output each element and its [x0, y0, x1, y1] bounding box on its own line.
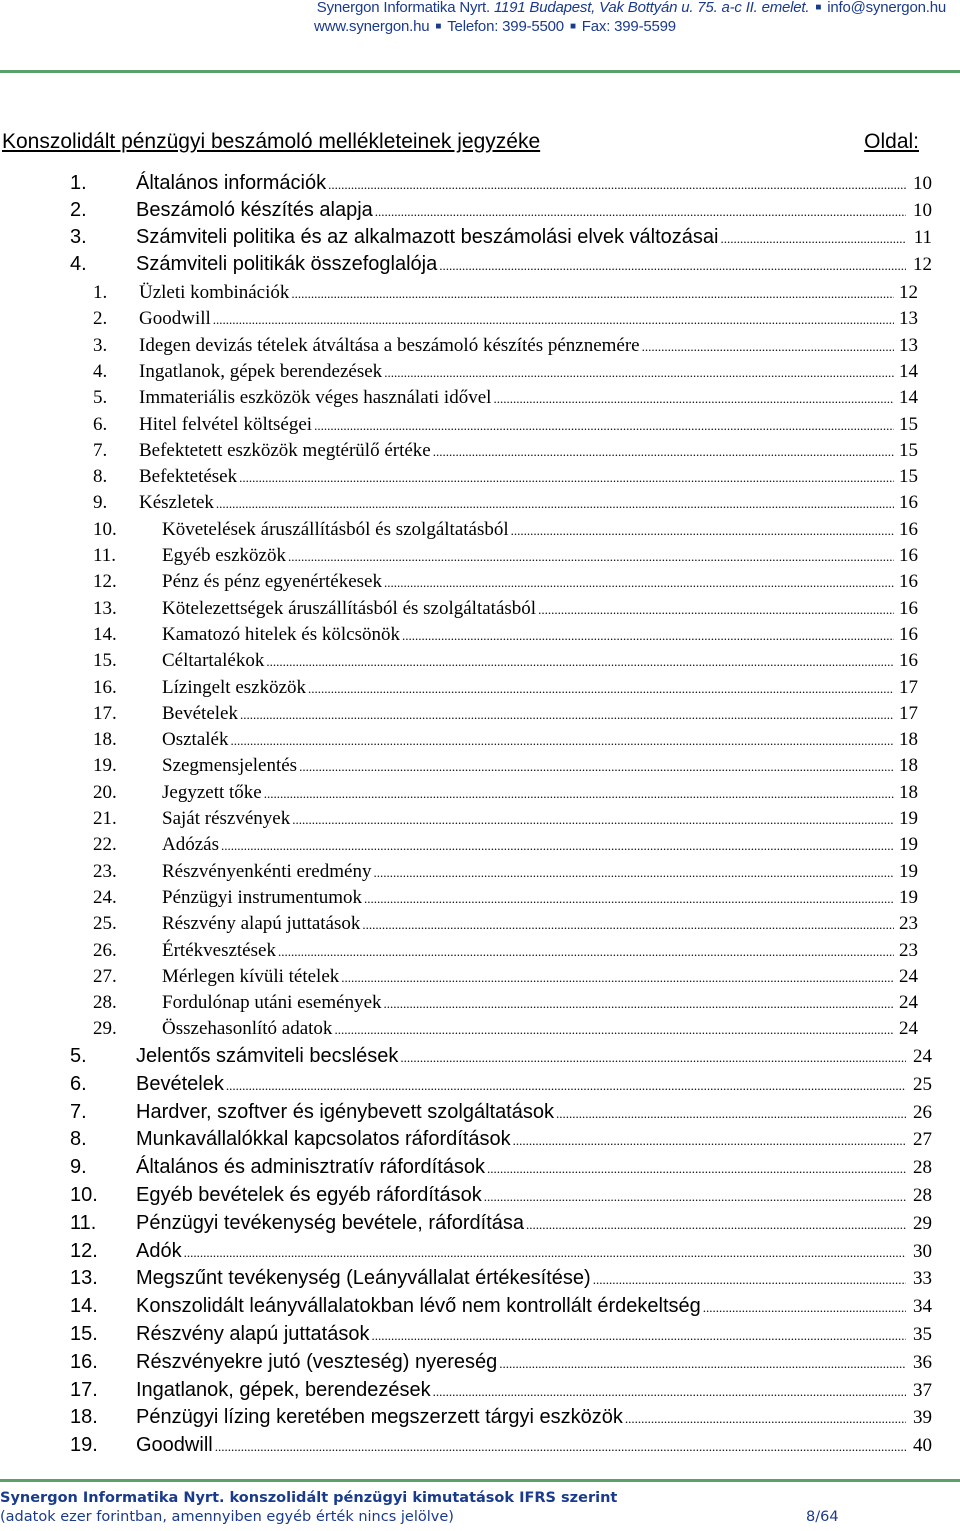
toc-leader-dots	[513, 1133, 906, 1149]
toc-entry-page: 11	[913, 227, 932, 248]
toc-leader-dots	[328, 177, 906, 193]
toc-entry-label: Pénzügyi tevékenység bevétele, ráfordítása	[136, 1211, 525, 1234]
toc-entry-page: 36	[913, 1351, 932, 1373]
toc-entry-number: 15.	[70, 1323, 98, 1345]
toc-entry-label: Adók	[136, 1239, 182, 1262]
toc-entry[interactable]	[70, 1406, 932, 1430]
toc-entry-page: 12	[913, 254, 932, 275]
header-separator: ■	[815, 2, 822, 13]
toc-entry[interactable]	[70, 1351, 932, 1375]
footer-rule	[0, 1479, 960, 1482]
toc-entry-number: 16.	[70, 1350, 98, 1373]
toc-entry[interactable]	[70, 199, 932, 223]
toc-entry-page: 19	[899, 808, 918, 829]
header-web[interactable]: www.synergon.hu	[314, 18, 430, 35]
toc-entry[interactable]	[70, 1045, 932, 1069]
toc-entry[interactable]	[93, 1018, 918, 1042]
toc-entry-label: Számviteli politikák összefoglalója	[136, 253, 438, 275]
toc-leader-dots	[314, 418, 894, 434]
footer-title: Synergon Informatika Nyrt. konszolidált pénzügyi kimutatások IFRS szerint	[0, 1490, 618, 1506]
toc-entry-label: Beszámoló készítés alapja	[136, 199, 373, 221]
toc-entry-number: 5.	[93, 387, 108, 409]
toc-entry[interactable]	[70, 1156, 932, 1180]
toc-entry-label: Részvény alapú juttatások	[162, 913, 361, 935]
header-rule	[0, 70, 960, 73]
toc-entry-number: 26.	[93, 939, 117, 961]
toc-entry-number: 7.	[70, 1100, 87, 1123]
toc-entry-number: 10.	[70, 1184, 98, 1206]
toc-leader-dots	[239, 470, 894, 486]
toc-entry-page: 14	[899, 387, 918, 409]
toc-entry-number: 18.	[93, 729, 117, 751]
header-line-2	[314, 18, 676, 35]
toc-entry[interactable]	[70, 1267, 932, 1291]
toc-entry-number: 24.	[93, 886, 117, 908]
toc-entry[interactable]	[93, 940, 918, 964]
toc-entry-label: Pénzügyi instrumentumok	[162, 886, 363, 908]
toc-entry-label: Adózás	[162, 834, 219, 856]
toc-entry-page: 28	[913, 1185, 932, 1206]
toc-entry-page: 35	[913, 1324, 932, 1345]
toc-leader-dots	[226, 1078, 906, 1094]
toc-entry-label: Munkavállalókkal kapcsolatos ráfordítások	[136, 1128, 511, 1151]
toc-leader-dots	[484, 1189, 906, 1205]
toc-entry[interactable]	[93, 571, 918, 595]
toc-leader-dots	[278, 944, 894, 960]
toc-entry-page: 16	[899, 623, 918, 645]
toc-entry-page: 24	[899, 965, 918, 987]
toc-entry-label: Osztalék	[162, 729, 229, 751]
toc-leader-dots	[538, 602, 894, 618]
toc-entry[interactable]	[70, 1379, 932, 1403]
toc-entry[interactable]	[93, 282, 918, 306]
toc-entry[interactable]	[93, 519, 918, 543]
toc-leader-dots	[556, 1106, 906, 1122]
toc-entry-page: 16	[899, 597, 918, 619]
toc-leader-dots	[402, 628, 894, 644]
toc-leader-dots	[642, 339, 894, 355]
toc-entry[interactable]	[70, 1212, 932, 1236]
toc-entry[interactable]	[93, 466, 918, 490]
toc-entry-page: 19	[899, 886, 918, 908]
toc-entry-label: Bevételek	[162, 702, 238, 724]
toc-leader-dots	[433, 444, 894, 460]
toc-leader-dots	[215, 1439, 906, 1455]
toc-entry-number: 17.	[93, 702, 117, 724]
toc-entry-page: 24	[899, 1018, 918, 1040]
toc-entry-number: 29.	[93, 1018, 117, 1040]
toc-entry-page: 13	[899, 334, 918, 356]
toc-entry-number: 2.	[70, 199, 87, 221]
toc-entry-label: Értékvesztések	[162, 939, 276, 961]
toc-entry-label: Általános és adminisztratív ráfordítások	[136, 1156, 486, 1179]
toc-leader-dots	[230, 733, 894, 749]
toc-entry-page: 13	[899, 308, 918, 330]
toc-leader-dots	[213, 312, 894, 328]
toc-entry-label: Befektetések	[139, 466, 238, 488]
toc-leader-dots	[384, 365, 894, 381]
toc-entry-label: Összehasonlító adatok	[162, 1018, 333, 1040]
toc-entry-label: Ingatlanok, gépek berendezések	[139, 360, 383, 382]
toc-entry-number: 11.	[70, 1211, 97, 1234]
toc-leader-dots	[334, 1022, 894, 1038]
toc-entry-page: 18	[899, 755, 918, 777]
toc-entry-label: Számviteli politika és az alkalmazott beszámolási elvek változásai	[136, 226, 719, 248]
toc-leader-dots	[384, 575, 894, 591]
toc-leader-dots	[493, 391, 894, 407]
toc-entry-number: 4.	[93, 360, 108, 382]
toc-entry-number: 17.	[70, 1378, 98, 1401]
toc-entry-number: 10.	[93, 518, 117, 540]
toc-entry[interactable]	[70, 253, 932, 277]
toc-entry-number: 23.	[93, 860, 117, 882]
footer-note-row	[0, 1509, 840, 1525]
header-fax: Fax: 399-5599	[581, 18, 676, 35]
toc-entry-page: 24	[913, 1046, 932, 1067]
toc-entry-number: 15.	[93, 650, 117, 672]
toc-entry-number: 13.	[93, 597, 117, 619]
toc-entry-label: Üzleti kombinációk	[139, 282, 290, 303]
toc-entry[interactable]	[70, 172, 932, 196]
toc-entry-page: 25	[913, 1073, 932, 1095]
toc-entry[interactable]	[93, 992, 918, 1016]
toc-entry-label: Bevételek	[136, 1072, 224, 1095]
footer-note: (adatok ezer forintban, amennyiben egyéb érték nincs jelölve)	[0, 1509, 454, 1525]
toc-entry-number: 8.	[70, 1128, 87, 1151]
toc-entry-label: Részvény alapú juttatások	[136, 1323, 370, 1345]
toc-entry[interactable]	[93, 755, 918, 779]
toc-entry[interactable]	[93, 887, 918, 911]
toc-entry[interactable]	[93, 808, 918, 832]
toc-entry-page: 12	[899, 282, 918, 303]
toc-entry[interactable]	[93, 598, 918, 622]
toc-entry[interactable]	[93, 492, 918, 516]
toc-entry[interactable]	[70, 1184, 932, 1208]
toc-entry-page: 37	[913, 1379, 932, 1401]
toc-entry-number: 20.	[93, 781, 117, 803]
toc-entry-number: 1.	[70, 172, 87, 194]
toc-leader-dots	[625, 1411, 906, 1427]
toc-entry-page: 16	[899, 545, 918, 566]
toc-entry-label: Saját részvények	[162, 808, 291, 829]
toc-entry-page: 27	[913, 1129, 932, 1151]
toc-entry[interactable]	[93, 729, 918, 753]
toc-entry-label: Kötelezettségek áruszállításból és szolgáltatásból	[162, 597, 537, 619]
toc-entry[interactable]	[93, 308, 918, 332]
toc-entry-number: 21.	[93, 808, 117, 829]
toc-leader-dots	[362, 917, 894, 933]
toc-entry[interactable]	[93, 677, 918, 701]
toc-entry[interactable]	[70, 1295, 932, 1319]
toc-entry-label: Befektetett eszközök megtérülő értéke	[139, 439, 431, 461]
toc-entry-page: 15	[899, 466, 918, 488]
toc-leader-dots	[375, 204, 906, 220]
toc-entry-number: 2.	[93, 308, 108, 330]
toc-entry-number: 9.	[93, 492, 108, 514]
toc-entry-label: Egyéb eszközök	[162, 545, 286, 566]
toc-entry[interactable]	[93, 966, 918, 990]
toc-leader-dots	[292, 812, 894, 828]
header-address: 1191 Budapest, Vak Bottyán u. 75. a-c II. emelet.	[493, 0, 810, 16]
toc-entry-page: 26	[913, 1101, 932, 1123]
toc-entry-number: 11.	[93, 545, 117, 566]
toc-entry-number: 14.	[93, 623, 117, 645]
toc-entry[interactable]	[93, 387, 918, 411]
toc-entry-page: 39	[913, 1407, 932, 1429]
toc-entry-page: 10	[913, 173, 932, 194]
toc-entry[interactable]	[93, 861, 918, 885]
toc-entry-label: Konszolidált leányvállalatokban lévő nem kontrollált érdekeltség	[136, 1295, 701, 1318]
toc-entry-page: 18	[899, 729, 918, 751]
toc-leader-dots	[593, 1272, 906, 1288]
toc-entry-page: 17	[899, 676, 918, 698]
toc-leader-dots	[511, 523, 894, 539]
toc-entry-page: 23	[899, 939, 918, 961]
header-company: Synergon Informatika Nyrt.	[316, 0, 490, 16]
toc-entry[interactable]	[93, 335, 918, 359]
toc-entry-label: Jegyzett tőke	[162, 781, 262, 803]
toc-entry-page: 16	[899, 518, 918, 540]
toc-leader-dots	[264, 786, 894, 802]
toc-leader-dots	[371, 1328, 906, 1344]
toc-entry-label: Goodwill	[136, 1434, 213, 1457]
toc-entry[interactable]	[93, 782, 918, 806]
toc-entry-page: 15	[899, 439, 918, 461]
toc-entry[interactable]	[93, 913, 918, 937]
toc-entry-page: 34	[913, 1296, 932, 1318]
toc-leader-dots	[364, 891, 894, 907]
page-number: 8/64	[806, 1509, 839, 1525]
toc-entry-number: 13.	[70, 1267, 98, 1290]
toc-entry-number: 18.	[70, 1406, 98, 1429]
toc-leader-dots	[299, 759, 894, 775]
toc-entry[interactable]	[93, 545, 918, 569]
toc-entry-label: Általános információk	[136, 172, 327, 194]
toc-entry[interactable]	[70, 1434, 932, 1458]
toc-entry-page: 40	[913, 1435, 932, 1457]
toc-entry[interactable]	[93, 440, 918, 464]
toc-title: Konszolidált pénzügyi beszámoló mellékleteinek jegyzéke	[2, 130, 541, 153]
toc-entry-number: 19.	[70, 1434, 98, 1457]
toc-entry[interactable]	[93, 624, 918, 648]
toc-entry-page: 16	[899, 650, 918, 672]
toc-entry-page: 28	[913, 1157, 932, 1179]
toc-entry-number: 9.	[70, 1156, 87, 1179]
header-line-1	[317, 0, 946, 16]
toc-entry-number: 4.	[70, 253, 87, 275]
page-column-label: Oldal:	[864, 130, 919, 153]
toc-entry-page: 19	[899, 834, 918, 856]
toc-entry-label: Pénz és pénz egyenértékesek	[162, 571, 382, 593]
toc-entry-page: 24	[899, 992, 918, 1014]
toc-entry-number: 22.	[93, 834, 117, 856]
toc-entry-number: 3.	[93, 334, 108, 356]
toc-entry-number: 6.	[70, 1072, 87, 1095]
toc-entry-page: 29	[913, 1212, 932, 1234]
toc-entry-label: Jelentős számviteli becslések	[136, 1045, 399, 1067]
toc-entry-number: 8.	[93, 466, 108, 488]
toc-entry-label: Hitel felvétel költségei	[139, 413, 313, 435]
toc-entry-label: Mérlegen kívüli tételek	[162, 965, 340, 987]
toc-leader-dots	[433, 1384, 906, 1400]
toc-leader-dots	[487, 1161, 906, 1177]
toc-entry-label: Idegen devizás tételek átváltása a beszámoló készítés pénznemére	[139, 334, 640, 356]
toc-entry-number: 16.	[93, 676, 117, 698]
toc-leader-dots	[221, 838, 894, 854]
toc-leader-dots	[720, 231, 906, 247]
toc-entry-label: Készletek	[139, 492, 214, 514]
toc-entry-page: 18	[899, 781, 918, 803]
header-separator: ■	[435, 21, 442, 32]
toc-entry-number: 7.	[93, 439, 108, 461]
toc-entry-page: 14	[899, 360, 918, 382]
toc-leader-dots	[373, 865, 894, 881]
toc-entry-label: Lízingelt eszközök	[162, 676, 307, 698]
toc-entry-label: Hardver, szoftver és igénybevett szolgáltatások	[136, 1100, 554, 1123]
toc-leader-dots	[288, 549, 894, 565]
toc-entry[interactable]	[70, 1073, 932, 1097]
toc-entry-number: 19.	[93, 755, 117, 777]
toc-title-row	[2, 130, 922, 154]
toc-entry-number: 25.	[93, 913, 117, 935]
toc-entry-page: 19	[899, 860, 918, 882]
toc-entry-label: Pénzügyi lízing keretében megszerzett tárgyi eszközök	[136, 1406, 623, 1429]
toc-entry-label: Céltartalékok	[162, 650, 265, 672]
toc-entry-label: Követelések áruszállításból és szolgáltatásból	[162, 518, 509, 540]
toc-entry-number: 5.	[70, 1045, 87, 1067]
toc-entry-number: 27.	[93, 965, 117, 987]
toc-leader-dots	[526, 1217, 906, 1233]
header-email[interactable]: info@synergon.hu	[827, 0, 946, 16]
toc-entry-page: 10	[913, 200, 932, 221]
toc-entry-label: Kamatozó hitelek és kölcsönök	[162, 623, 400, 645]
toc-entry-number: 28.	[93, 992, 117, 1014]
toc-entry[interactable]	[93, 650, 918, 674]
toc-entry-number: 1.	[93, 282, 108, 303]
toc-leader-dots	[703, 1300, 906, 1316]
toc-entry[interactable]	[70, 1101, 932, 1125]
toc-leader-dots	[291, 286, 894, 302]
toc-leader-dots	[439, 258, 906, 274]
toc-leader-dots	[184, 1245, 906, 1261]
toc-leader-dots	[266, 654, 894, 670]
toc-entry-number: 12.	[93, 571, 117, 593]
toc-entry-number: 14.	[70, 1295, 98, 1318]
toc-leader-dots	[400, 1050, 906, 1066]
toc-entry-page: 33	[913, 1268, 932, 1290]
toc-entry-page: 30	[913, 1240, 932, 1262]
toc-entry-label: Fordulónap utáni események	[162, 992, 382, 1014]
toc-entry[interactable]	[93, 361, 918, 385]
toc-entry-label: Goodwill	[139, 308, 211, 330]
header-phone: Telefon: 399-5500	[447, 18, 564, 35]
toc-leader-dots	[308, 681, 894, 697]
toc-entry[interactable]	[93, 414, 918, 438]
toc-entry[interactable]	[70, 1128, 932, 1152]
toc-entry-number: 12.	[70, 1239, 98, 1262]
header-separator: ■	[569, 21, 576, 32]
toc-leader-dots	[384, 996, 894, 1012]
toc-entry-page: 23	[899, 913, 918, 935]
toc-entry-label: Részvényenkénti eredmény	[162, 860, 372, 882]
toc-entry[interactable]	[70, 1323, 932, 1347]
toc-leader-dots	[499, 1356, 906, 1372]
toc-entry-label: Részvényekre jutó (veszteség) nyereség	[136, 1350, 498, 1373]
toc-entry-label: Ingatlanok, gépek, berendezések	[136, 1378, 431, 1401]
toc-leader-dots	[240, 707, 894, 723]
toc-entry[interactable]	[70, 1240, 932, 1264]
toc-leader-dots	[216, 496, 894, 512]
toc-entry-label: Szegmensjelentés	[162, 755, 298, 777]
toc-entry-label: Megszűnt tevékenység (Leányvállalat értékesítése)	[136, 1267, 591, 1290]
toc-entry-number: 6.	[93, 413, 108, 435]
toc-entry-page: 17	[899, 702, 918, 724]
toc-entry[interactable]	[93, 703, 918, 727]
toc-entry-label: Immateriális eszközök véges használati idővel	[139, 387, 492, 409]
toc-entry-page: 16	[899, 571, 918, 593]
toc-entry[interactable]	[93, 834, 918, 858]
toc-entry[interactable]	[70, 226, 932, 250]
toc-entry-number: 3.	[70, 226, 87, 248]
toc-entry-page: 16	[899, 492, 918, 514]
toc-entry-page: 15	[899, 413, 918, 435]
toc-entry-label: Egyéb bevételek és egyéb ráfordítások	[136, 1184, 482, 1206]
toc-leader-dots	[341, 970, 894, 986]
